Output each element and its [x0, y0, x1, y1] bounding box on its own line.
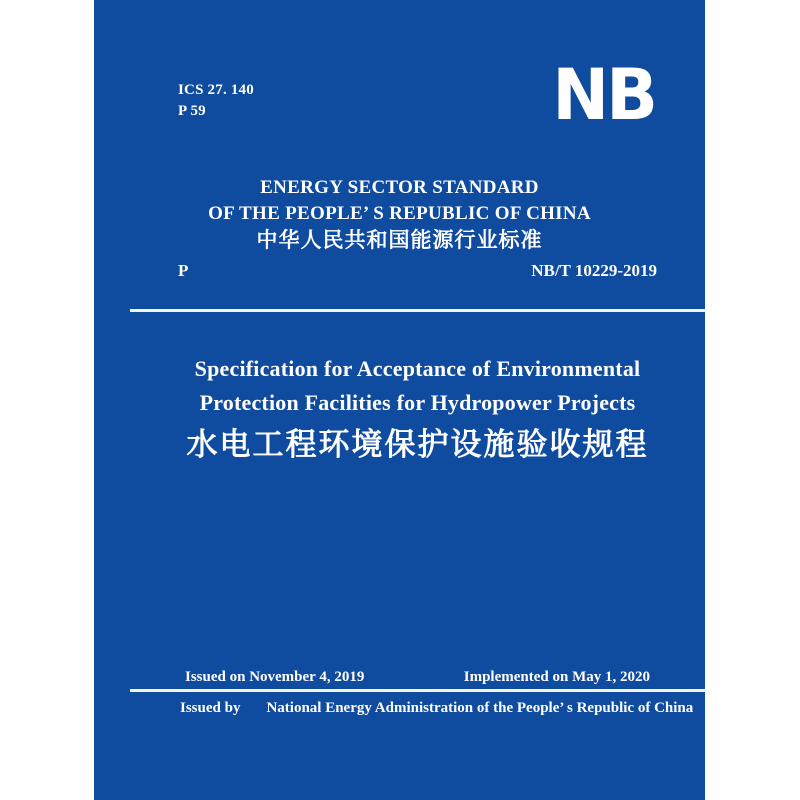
issued-by-label: Issued by: [180, 700, 241, 716]
code-row: [178, 261, 657, 281]
divider-line-top: [130, 309, 705, 312]
title-en-line1: Specification for Acceptance of Environmental: [194, 356, 641, 381]
ics-code: ICS 27. 140: [178, 82, 254, 98]
issued-date: Issued on November 4, 2019: [185, 669, 365, 685]
standard-header-en-line1: ENERGY SECTOR STANDARD: [260, 177, 539, 198]
standard-number: NB/T 10229-2019: [531, 261, 657, 280]
implemented-date: Implemented on May 1, 2020: [463, 669, 650, 685]
p-classification-code: P 59: [178, 103, 206, 119]
nb-logo: NB: [552, 54, 655, 137]
ics-classification-block: [178, 80, 254, 122]
issued-by-value: National Energy Administration of the People’ s Republic of China: [266, 700, 694, 716]
standard-header: [94, 175, 705, 254]
issued-by-row: [180, 700, 705, 717]
title-en-line2: Protection Facilities for Hydropower Projects: [199, 390, 636, 415]
document-class-code: P: [178, 261, 189, 280]
standard-header-cn: 中华人民共和国能源行业标准: [256, 229, 543, 252]
title-cn: 水电工程环境保护设施验收规程: [186, 427, 649, 462]
title-block: [130, 352, 705, 465]
standard-header-en-line2: OF THE PEOPLE’ S REPUBLIC OF CHINA: [208, 203, 591, 224]
divider-line-bottom: [130, 689, 705, 692]
standard-cover-page: [94, 0, 705, 800]
dates-row: [130, 669, 705, 686]
